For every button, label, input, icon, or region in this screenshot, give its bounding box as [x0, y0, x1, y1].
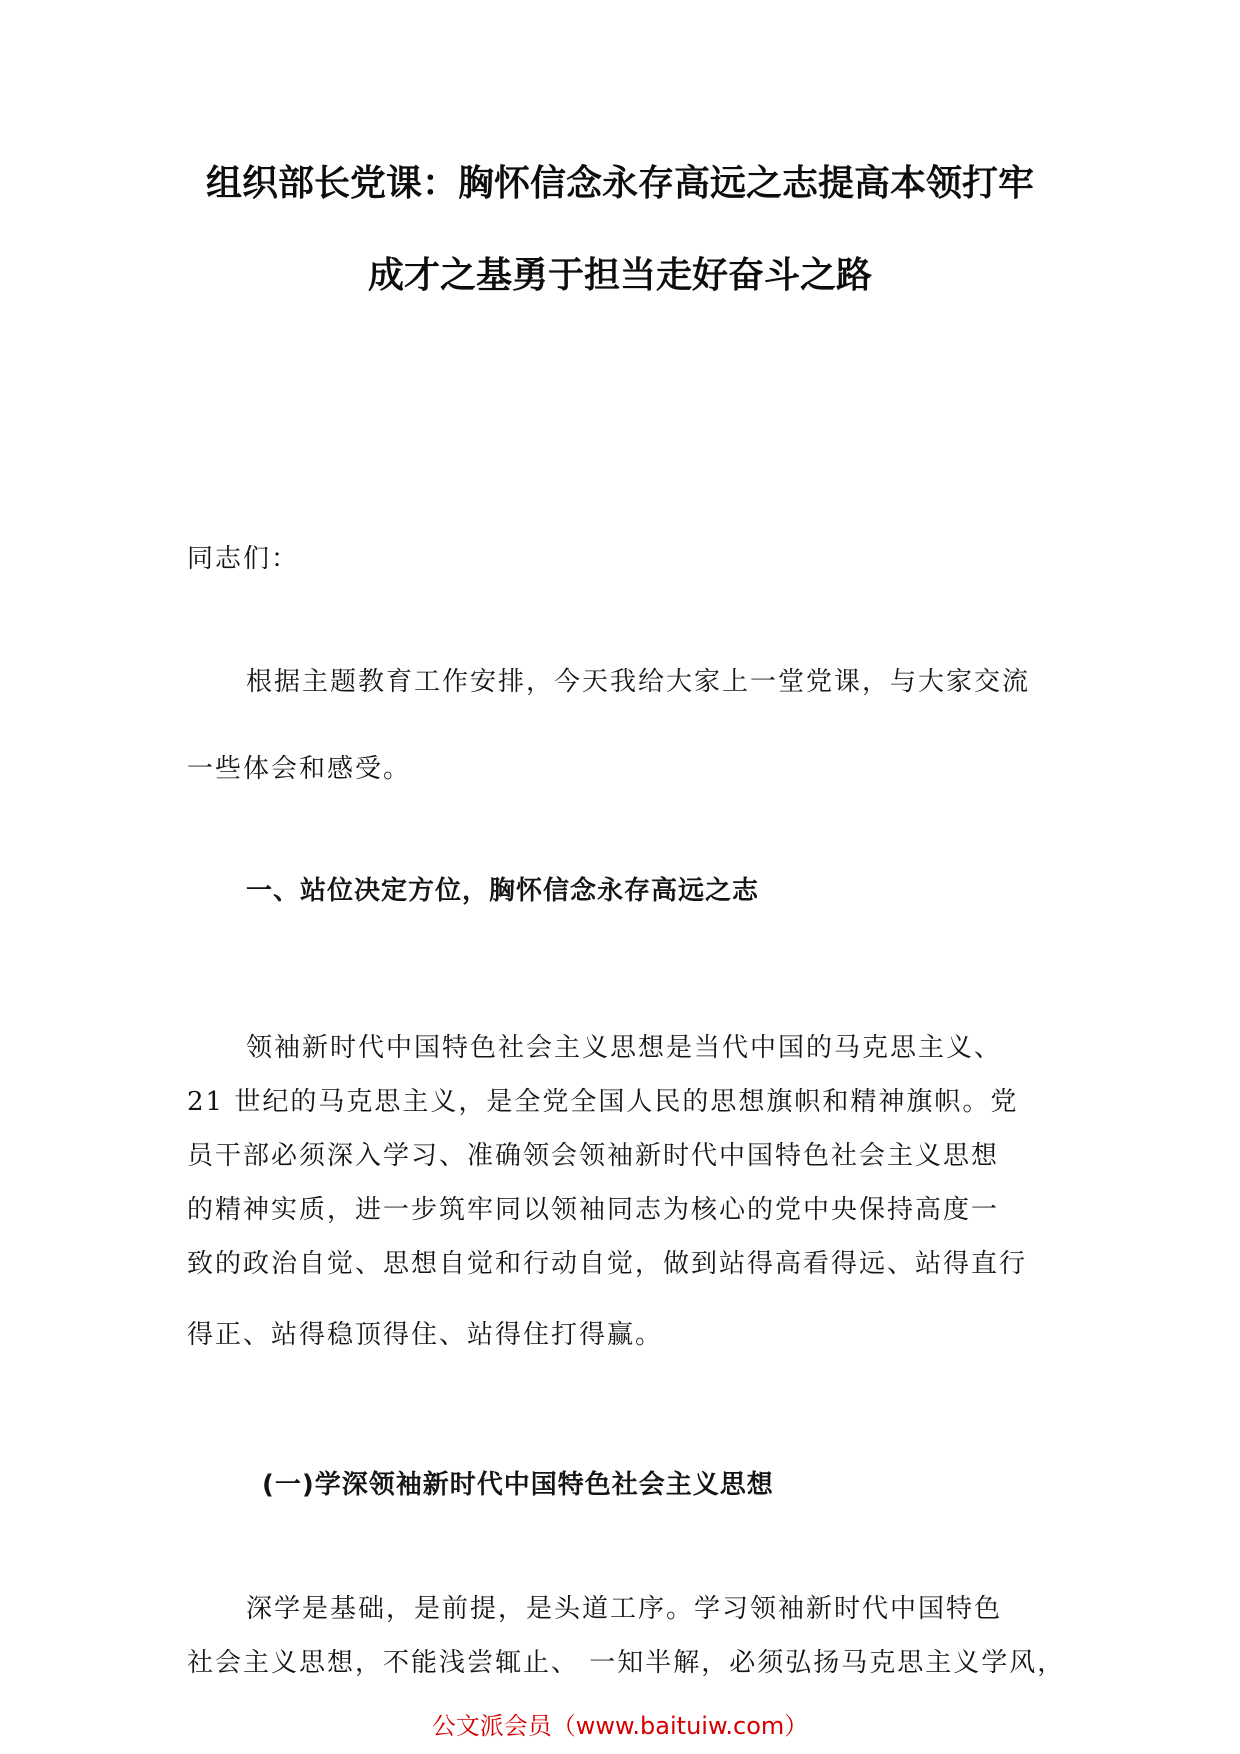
paragraph-line: 社会主义思想，不能浅尝辄止、 一知半解，必须弘扬马克思主义学风，	[187, 1648, 1066, 1678]
paragraph-line: 员干部必须深入学习、准确领会领袖新时代中国特色社会主义思想	[187, 1141, 1000, 1171]
paragraph-line: 深学是基础，是前提，是头道工序。学习领袖新时代中国特色	[246, 1594, 1003, 1624]
footer-watermark: 公文派会员（www.baituiw.com）	[431, 1712, 809, 1740]
document-title-line-1: 组织部长党课：胸怀信念永存高远之志提高本领打牢	[205, 163, 1034, 204]
paragraph-line: 得正、站得稳顶得住、站得住打得赢。	[187, 1320, 664, 1350]
intro-line: 根据主题教育工作安排，今天我给大家上一堂党课，与大家交流	[246, 667, 1031, 697]
section-1-heading: 一、站位决定方位，胸怀信念永存高远之志	[246, 876, 760, 906]
salutation: 同志们：	[187, 544, 300, 574]
paragraph-line: 21 世纪的马克思主义，是全党全国人民的思想旗帜和精神旗帜。党	[187, 1087, 1019, 1117]
subsection-1-heading: (一)学深领袖新时代中国特色社会主义思想	[262, 1470, 774, 1500]
intro-line: 一些体会和感受。	[187, 754, 412, 784]
paragraph-line: 领袖新时代中国特色社会主义思想是当代中国的马克思主义、	[246, 1033, 1003, 1063]
document-title-line-2: 成才之基勇于担当走好奋斗之路	[367, 255, 872, 296]
paragraph-line: 的精神实质，进一步筑牢同以领袖同志为核心的党中央保持高度一	[187, 1195, 1000, 1225]
paragraph-line: 致的政治自觉、思想自觉和行动自觉，做到站得高看得远、站得直行	[187, 1249, 1028, 1279]
